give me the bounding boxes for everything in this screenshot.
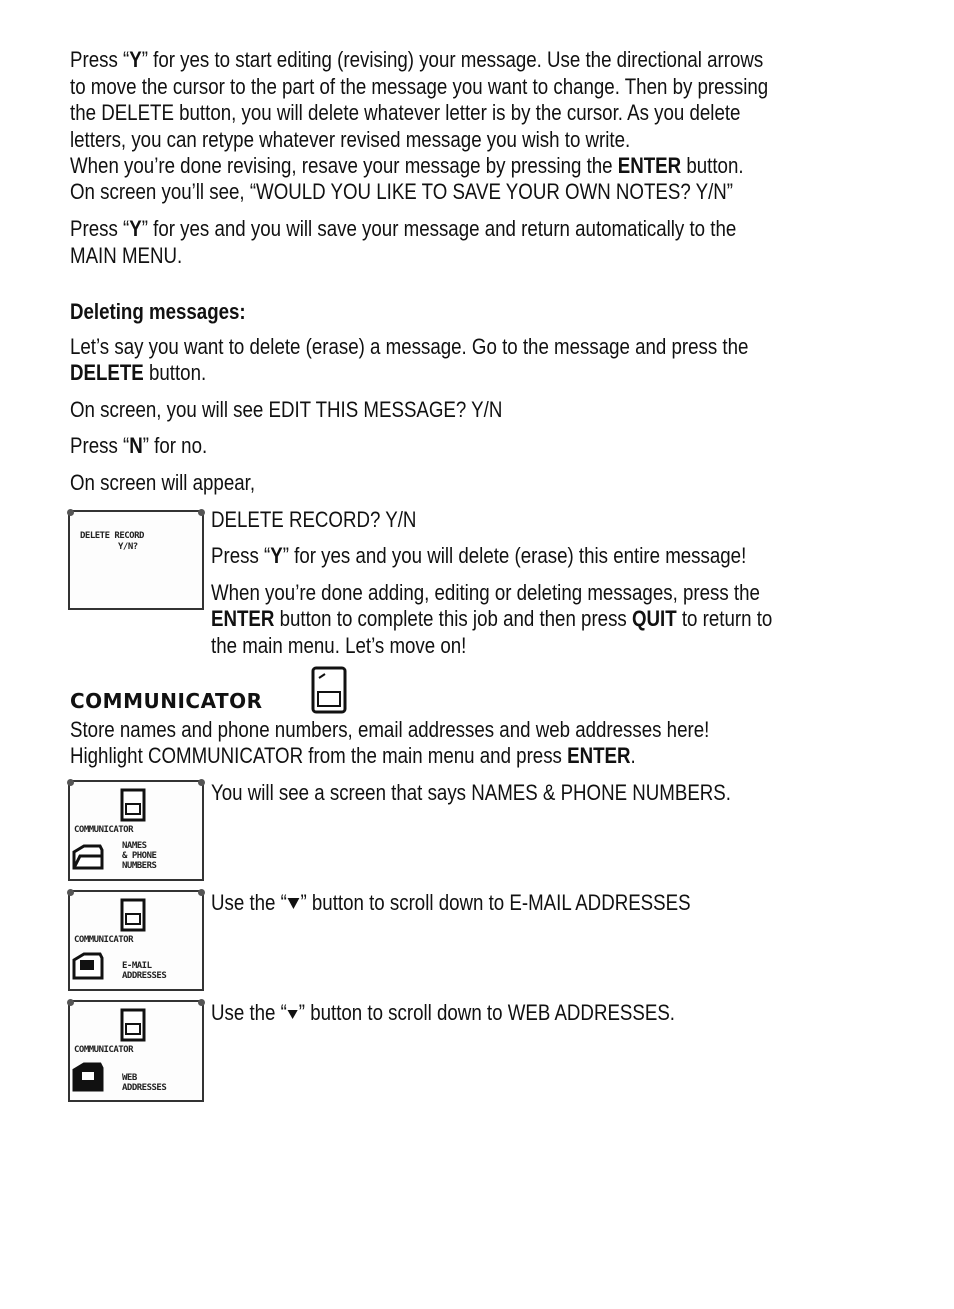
screen-label: & PHONE [122,851,157,861]
intro-line: Press “Y” for yes and you will save your message and return automatically to the [70,216,737,241]
delete-record-screen [68,510,204,610]
intro-line: When you’re done revising, resave your message by pressing the ENTER button. [70,153,744,178]
intro-line: Press “Y” for yes to start editing (revising) your message. Use the directional arrows [70,47,764,72]
web-addresses-screen [68,1000,204,1102]
screen-text: Y/N? [118,542,138,552]
intro-line: MAIN MENU. [70,243,183,268]
screen-label: NAMES [122,841,147,851]
screen-title: COMMUNICATOR [74,825,134,835]
communicator-line: Highlight COMMUNICATOR from the main menu and press ENTER. [70,743,636,768]
screen-text: DELETE RECORD [80,531,144,541]
mail-folder-icon [72,950,104,982]
communicator-line: You will see a screen that says NAMES & PHONE NUMBERS. [211,780,731,805]
down-arrow-icon [288,1010,298,1019]
phone-book-icon [120,788,146,822]
names-phone-screen [68,780,204,881]
down-arrow-icon [288,898,300,909]
deleting-line: On screen, you will see EDIT THIS MESSAGE? Y/N [70,397,503,422]
communicator-line: Store names and phone numbers, email addresses and web addresses here! [70,717,710,742]
deleting-line: DELETE button. [70,360,207,385]
deleting-line: Let’s say you want to delete (erase) a message. Go to the message and press the [70,334,749,359]
deleting-line: Press “Y” for yes and you will delete (erase) this entire message! [211,543,747,568]
communicator-line: Use the “ ” button to scroll down to E-MAIL ADDRESSES [211,890,691,915]
deleting-line: Press “N” for no. [70,433,208,458]
web-folder-icon [72,1060,104,1094]
screen-label: NUMBERS [122,861,157,871]
screen-label: ADDRESSES [122,1083,167,1093]
folder-icon [72,842,104,872]
deleting-line: When you’re done adding, editing or deleting messages, press the [211,580,760,605]
phone-book-icon [120,1008,146,1042]
intro-line: the DELETE button, you will delete whatever letter is by the cursor. As you delete [70,100,741,125]
deleting-heading: Deleting messages: [70,299,246,324]
intro-line: letters, you can retype whatever revised message you wish to write. [70,127,631,152]
deleting-line: ENTER button to complete this job and then press QUIT to return to [211,606,773,631]
communicator-heading: COMMUNICATOR [70,689,263,713]
screen-title: COMMUNICATOR [74,935,134,945]
intro-line: to move the cursor to the part of the message you want to change. Then by pressing [70,74,769,99]
deleting-line: On screen will appear, [70,470,256,495]
email-addresses-screen [68,890,204,991]
phone-book-icon [120,898,146,932]
screen-title: COMMUNICATOR [74,1045,134,1055]
phone-book-icon [310,666,348,716]
deleting-line: the main menu. Let’s move on! [211,633,467,658]
screen-label: WEB [122,1073,137,1083]
screen-label: E-MAIL [122,961,152,971]
screen-label: ADDRESSES [122,971,167,981]
intro-line: On screen you’ll see, “WOULD YOU LIKE TO SAVE YOUR OWN NOTES? Y/N” [70,179,734,204]
communicator-line: Use the “ ” button to scroll down to WEB ADDRESSES. [211,1000,676,1025]
deleting-line: DELETE RECORD? Y/N [211,507,417,532]
